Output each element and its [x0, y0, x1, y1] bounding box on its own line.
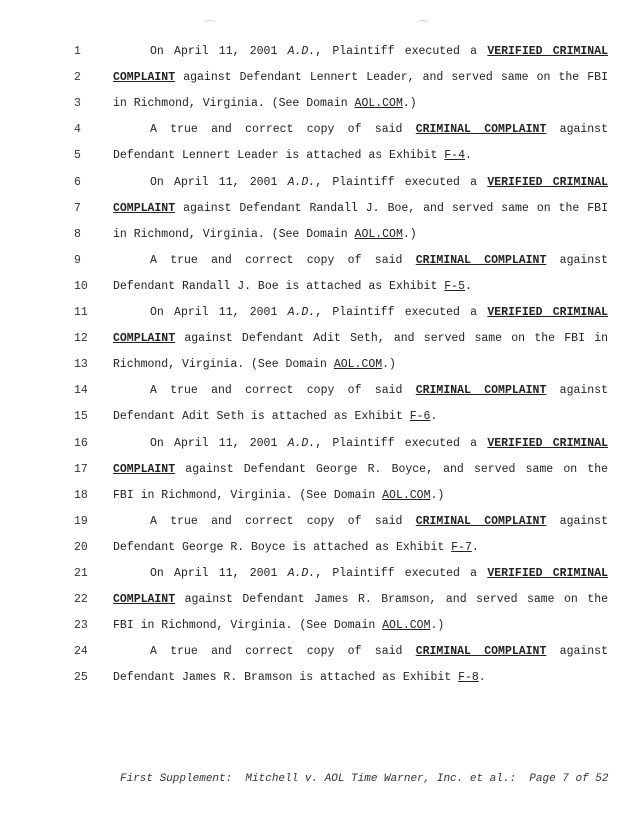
complaint: COMPLAINT [113, 201, 176, 215]
criminal-complaint-underline [416, 645, 547, 658]
criminal-complaint: CRIMINAL COMPLAINT [415, 645, 547, 659]
text: Defendant Lennert Leader is attached as Exhibit [113, 149, 445, 163]
text-line [113, 410, 608, 423]
line-number: 9 [74, 253, 81, 267]
verified-criminal-underline [487, 45, 608, 58]
complaint: COMPLAINT [113, 593, 176, 607]
line-number: 5 [74, 149, 81, 163]
text: Defendant Randall J. Boe is attached as Exhibit [113, 279, 445, 293]
text-line [113, 619, 608, 632]
text: against [546, 514, 608, 528]
complaint: COMPLAINT [113, 332, 176, 346]
text: , Plaintiff executed a [315, 45, 488, 58]
text-line [113, 45, 608, 58]
text: against Defendant Lennert Leader, and served same on the FBI [183, 71, 608, 85]
line-number: 6 [74, 175, 81, 189]
text: Defendant George R. Boyce is attached as Exhibit [113, 540, 452, 554]
line-number: 1 [74, 45, 81, 58]
text: , Plaintiff executed a [315, 175, 488, 189]
text: . [464, 149, 472, 163]
text-line [113, 541, 608, 554]
text-line [113, 437, 608, 450]
exhibit-ref: F-6 [409, 410, 431, 424]
text-line [113, 228, 608, 241]
text: A true and correct copy of said [150, 123, 416, 137]
line-number: 8 [74, 227, 81, 241]
complaint-underline [113, 463, 175, 476]
criminal-complaint-underline [416, 515, 547, 528]
verified-criminal: VERIFIED CRIMINAL [487, 175, 608, 189]
ad: A.D. [287, 306, 316, 319]
verified-criminal: VERIFIED CRIMINAL [487, 306, 608, 319]
text-line [113, 671, 608, 684]
text: .) [382, 358, 396, 372]
text: .) [430, 619, 445, 633]
domain-link: AOL.COM [333, 358, 383, 372]
verified-criminal: VERIFIED CRIMINAL [487, 436, 608, 450]
line-number: 18 [74, 488, 88, 502]
text: FBI in Richmond, Virginia. (See Domain [113, 488, 383, 502]
text: . [430, 410, 438, 424]
text-line [113, 202, 608, 215]
complaint-underline [113, 71, 175, 84]
line-number: 17 [74, 462, 88, 476]
text-line [113, 332, 608, 345]
text: against Defendant Randall J. Boe, and served same on the FBI [183, 201, 608, 215]
text: , Plaintiff executed a [315, 436, 488, 450]
complaint: COMPLAINT [113, 71, 176, 85]
text: against [546, 253, 608, 267]
ad: A.D. [287, 436, 316, 450]
text-line [113, 149, 608, 162]
verified-criminal: VERIFIED CRIMINAL [487, 567, 608, 580]
text: against [546, 384, 608, 398]
ad: A.D. [287, 175, 316, 189]
exhibit-ref: F-5 [444, 279, 465, 293]
line-number: 7 [74, 201, 81, 215]
text-line [113, 567, 608, 580]
line-number: 10 [74, 279, 88, 293]
verified-criminal-underline [487, 567, 608, 580]
complaint-underline [113, 593, 175, 606]
ad: A.D. [287, 567, 316, 580]
text-line [113, 123, 608, 136]
domain-link: AOL.COM [354, 227, 403, 241]
verified-criminal: VERIFIED CRIMINAL [487, 45, 608, 58]
line-number: 25 [74, 671, 88, 685]
line-number: 23 [74, 619, 88, 633]
text-line [113, 254, 608, 267]
text: On April 11, 2001 [150, 45, 288, 58]
line-number: 13 [74, 358, 88, 372]
text: . [464, 279, 472, 293]
text: On April 11, 2001 [150, 175, 288, 189]
exhibit-ref: F-4 [444, 149, 465, 163]
text: On April 11, 2001 [150, 306, 288, 319]
verified-criminal-underline [487, 437, 608, 450]
verified-criminal-underline [487, 176, 608, 189]
line-number: 11 [74, 306, 88, 319]
text: against [546, 645, 608, 659]
text-line [113, 176, 608, 189]
text: FBI in Richmond, Virginia. (See Domain [113, 619, 383, 633]
text-line [113, 515, 608, 528]
page-footer: First Supplement: Mitchell v. AOL Time Warner, Inc. et al.: Page 7 of 52 [120, 773, 609, 785]
line-number: 16 [74, 436, 88, 450]
line-number: 12 [74, 332, 88, 346]
scan-mark [417, 20, 429, 27]
line-number: 19 [74, 514, 88, 528]
line-number: 4 [74, 123, 81, 137]
text: Defendant James R. Bramson is attached as Exhibit [113, 671, 459, 685]
line-number: 2 [74, 71, 81, 85]
domain-link: AOL.COM [382, 619, 431, 633]
text: against Defendant Adit Seth, and served same on the FBI in [184, 332, 609, 346]
verified-criminal-underline [487, 306, 608, 319]
text: A true and correct copy of said [150, 253, 416, 267]
ad: A.D. [287, 45, 316, 58]
line-number: 22 [74, 593, 88, 607]
criminal-complaint: CRIMINAL COMPLAINT [415, 514, 547, 528]
complaint-underline [113, 332, 175, 345]
text: On April 11, 2001 [150, 436, 288, 450]
text: against Defendant James R. Bramson, and served same on the [184, 593, 609, 607]
criminal-complaint: CRIMINAL COMPLAINT [415, 123, 547, 137]
text-line [113, 358, 608, 371]
text: in Richmond, Virginia. (See Domain [113, 227, 355, 241]
line-number: 3 [74, 97, 81, 111]
criminal-complaint: CRIMINAL COMPLAINT [415, 384, 547, 398]
text: .) [430, 488, 445, 502]
text: Defendant Adit Seth is attached as Exhibit [113, 410, 410, 424]
line-number: 21 [74, 567, 88, 580]
text-line [113, 593, 608, 606]
text-line [113, 384, 608, 397]
text: A true and correct copy of said [150, 514, 416, 528]
domain-link: AOL.COM [382, 488, 431, 502]
text: . [471, 540, 479, 554]
scan-mark [204, 20, 216, 27]
line-number: 14 [74, 384, 88, 398]
criminal-complaint: CRIMINAL COMPLAINT [415, 253, 547, 267]
text-line [113, 645, 608, 658]
text: .) [402, 227, 417, 241]
text: against [546, 123, 608, 137]
text: . [478, 671, 486, 685]
criminal-complaint-underline [416, 254, 547, 267]
text: , Plaintiff executed a [315, 567, 488, 580]
line-number: 15 [74, 410, 88, 424]
text-line [113, 280, 608, 293]
text-line [113, 489, 608, 502]
complaint-underline [113, 202, 175, 215]
criminal-complaint-underline [416, 384, 547, 397]
text: A true and correct copy of said [150, 645, 416, 659]
text: against Defendant George R. Boyce, and served same on the [185, 462, 608, 476]
text-line [113, 71, 608, 84]
text-line [113, 306, 608, 319]
line-number: 24 [74, 645, 88, 659]
complaint: COMPLAINT [113, 462, 176, 476]
text-line [113, 463, 608, 476]
text: A true and correct copy of said [150, 384, 416, 398]
text: Richmond, Virginia. (See Domain [113, 358, 334, 372]
text: .) [402, 97, 417, 111]
text: On April 11, 2001 [150, 567, 288, 580]
text: , Plaintiff executed a [315, 306, 488, 319]
exhibit-ref: F-7 [451, 540, 472, 554]
exhibit-ref: F-8 [458, 671, 479, 685]
text-line [113, 97, 608, 110]
text: in Richmond, Virginia. (See Domain [113, 97, 355, 111]
criminal-complaint-underline [416, 123, 547, 136]
line-number: 20 [74, 540, 88, 554]
domain-link: AOL.COM [354, 97, 403, 111]
